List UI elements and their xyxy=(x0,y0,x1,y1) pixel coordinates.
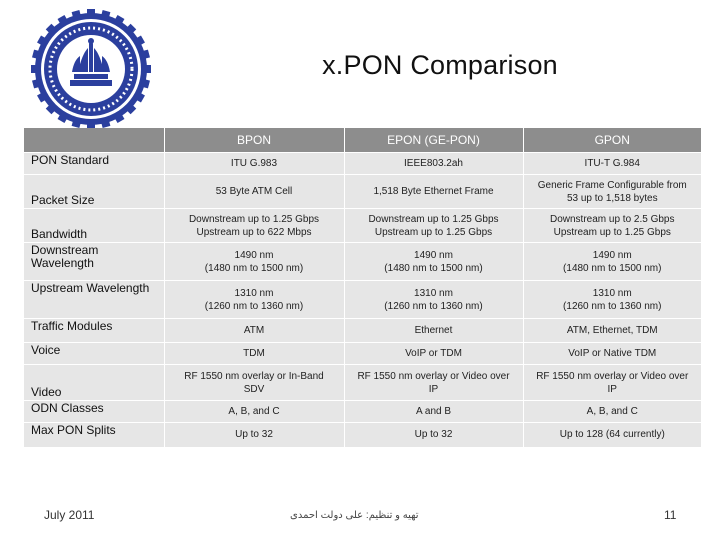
cell-line: RF 1550 nm overlay or Video over xyxy=(357,370,510,382)
cell-line: IP xyxy=(428,383,439,395)
cell-line: ATM xyxy=(243,325,265,336)
cell-line: (1480 nm to 1500 nm) xyxy=(563,262,662,274)
row-label: PON Standard xyxy=(31,153,110,167)
footer-date: July 2011 xyxy=(44,508,95,522)
table-row xyxy=(24,343,701,365)
table-row xyxy=(24,175,701,209)
cell-line: ITU G.983 xyxy=(230,158,278,169)
cell-line: 53 Byte ATM Cell xyxy=(215,186,293,197)
cell-line: 1490 nm xyxy=(592,249,632,261)
table-row xyxy=(24,423,701,447)
table-cell xyxy=(523,175,701,209)
table-cell xyxy=(164,243,344,281)
cell-line: Downstream up to 2.5 Gbps xyxy=(549,213,675,225)
table-cell xyxy=(523,401,701,423)
university-logo xyxy=(30,8,152,130)
row-label: Max PON Splits xyxy=(31,423,116,437)
cell-line: RF 1550 nm overlay or Video over xyxy=(536,370,689,382)
cell-line: Up to 32 xyxy=(414,429,453,441)
cell-line: SDV xyxy=(243,383,265,395)
table-row xyxy=(24,153,701,175)
table-cell xyxy=(164,175,344,209)
cell-line: 1310 nm xyxy=(234,287,274,299)
cell-line: (1480 nm to 1500 nm) xyxy=(204,262,304,274)
table-cell xyxy=(164,423,344,447)
cell-line: (1260 nm to 1360 nm) xyxy=(204,300,304,312)
cell-line: 1,518 Byte Ethernet Frame xyxy=(373,186,494,197)
table-cell xyxy=(523,343,701,365)
header-cell-gpon: GPON xyxy=(523,128,701,153)
cell-line: 1310 nm xyxy=(592,287,632,299)
table-cell xyxy=(344,243,523,281)
cell-line: Downstream up to 1.25 Gbps xyxy=(368,213,499,225)
table-cell xyxy=(164,365,344,401)
cell-line: (1260 nm to 1360 nm) xyxy=(563,300,662,312)
table-cell xyxy=(344,281,523,319)
table-cell xyxy=(344,209,523,243)
table-cell xyxy=(164,319,344,343)
table-cell xyxy=(523,423,701,447)
university-emblem-icon xyxy=(30,8,152,130)
slide-title: x.PON Comparison xyxy=(322,50,558,80)
cell-line: A, B, and C xyxy=(586,406,638,417)
cell-line: 53 up to 1,518 bytes xyxy=(566,192,658,204)
cell-line: VoIP or Native TDM xyxy=(568,348,657,359)
cell-line: A and B xyxy=(415,406,452,417)
cell-line: A, B, and C xyxy=(228,406,280,417)
table-row xyxy=(24,209,701,243)
row-label: Packet Size xyxy=(31,193,95,207)
table-cell xyxy=(523,319,701,343)
table-cell xyxy=(523,365,701,401)
cell-line: Up to 128 (64 currently) xyxy=(559,429,665,441)
cell-line: Downstream up to 1.25 Gbps xyxy=(188,213,320,225)
cell-line: Upstream up to 1.25 Gbps xyxy=(374,226,493,238)
table-cell xyxy=(164,209,344,243)
row-label: ODN Classes xyxy=(31,401,104,415)
cell-line: Upstream up to 622 Mbps xyxy=(196,226,312,238)
row-label: Traffic Modules xyxy=(31,319,113,333)
page-number: 11 xyxy=(664,508,677,522)
table-row xyxy=(24,243,701,281)
table-row xyxy=(24,281,701,319)
cell-line: Ethernet xyxy=(414,325,453,336)
table-cell xyxy=(344,401,523,423)
cell-line: VoIP or TDM xyxy=(405,348,462,359)
cell-line: ITU-T G.984 xyxy=(584,158,640,169)
table-cell xyxy=(523,153,701,175)
table-cell xyxy=(344,175,523,209)
cell-line: IEEE803.2ah xyxy=(404,158,463,169)
pon-comparison-table xyxy=(24,128,701,447)
row-label: Video xyxy=(31,385,62,399)
table-header-row xyxy=(24,128,701,153)
cell-line: RF 1550 nm overlay or In-Band xyxy=(184,370,324,382)
table-row xyxy=(24,319,701,343)
cell-line: 1310 nm xyxy=(414,287,453,299)
table-row xyxy=(24,401,701,423)
cell-line: TDM xyxy=(243,348,265,359)
table-cell xyxy=(523,209,701,243)
cell-line: 1490 nm xyxy=(234,249,274,261)
header-cell-empty xyxy=(24,128,164,153)
table-cell xyxy=(164,401,344,423)
table-cell xyxy=(523,281,701,319)
row-label: Downstream Wavelength xyxy=(31,243,99,270)
row-label: Bandwidth xyxy=(31,227,88,241)
footer-author: تهیه و تنظیم: علی دولت احمدی xyxy=(290,510,419,521)
table-cell xyxy=(164,281,344,319)
cell-line: ATM, Ethernet, TDM xyxy=(566,325,658,336)
table-cell xyxy=(344,423,523,447)
table-cell xyxy=(523,243,701,281)
cell-line: (1260 nm to 1360 nm) xyxy=(384,300,483,312)
table-cell xyxy=(344,365,523,401)
table-row xyxy=(24,365,701,401)
cell-line: (1480 nm to 1500 nm) xyxy=(384,262,483,274)
table-cell xyxy=(164,153,344,175)
table-cell xyxy=(344,319,523,343)
header-cell-bpon: BPON xyxy=(164,128,344,153)
table-cell xyxy=(344,153,523,175)
row-label: Upstream Wavelength xyxy=(31,281,150,295)
cell-line: Upstream up to 1.25 Gbps xyxy=(553,226,671,238)
table-cell xyxy=(164,343,344,365)
row-label: Voice xyxy=(31,343,61,357)
cell-line: Up to 32 xyxy=(235,429,273,441)
header-cell-epon: EPON (GE-PON) xyxy=(344,128,523,153)
cell-line: Generic Frame Configurable from xyxy=(537,179,687,191)
cell-line: IP xyxy=(607,383,617,395)
cell-line: 1490 nm xyxy=(414,249,453,261)
table-cell xyxy=(344,343,523,365)
